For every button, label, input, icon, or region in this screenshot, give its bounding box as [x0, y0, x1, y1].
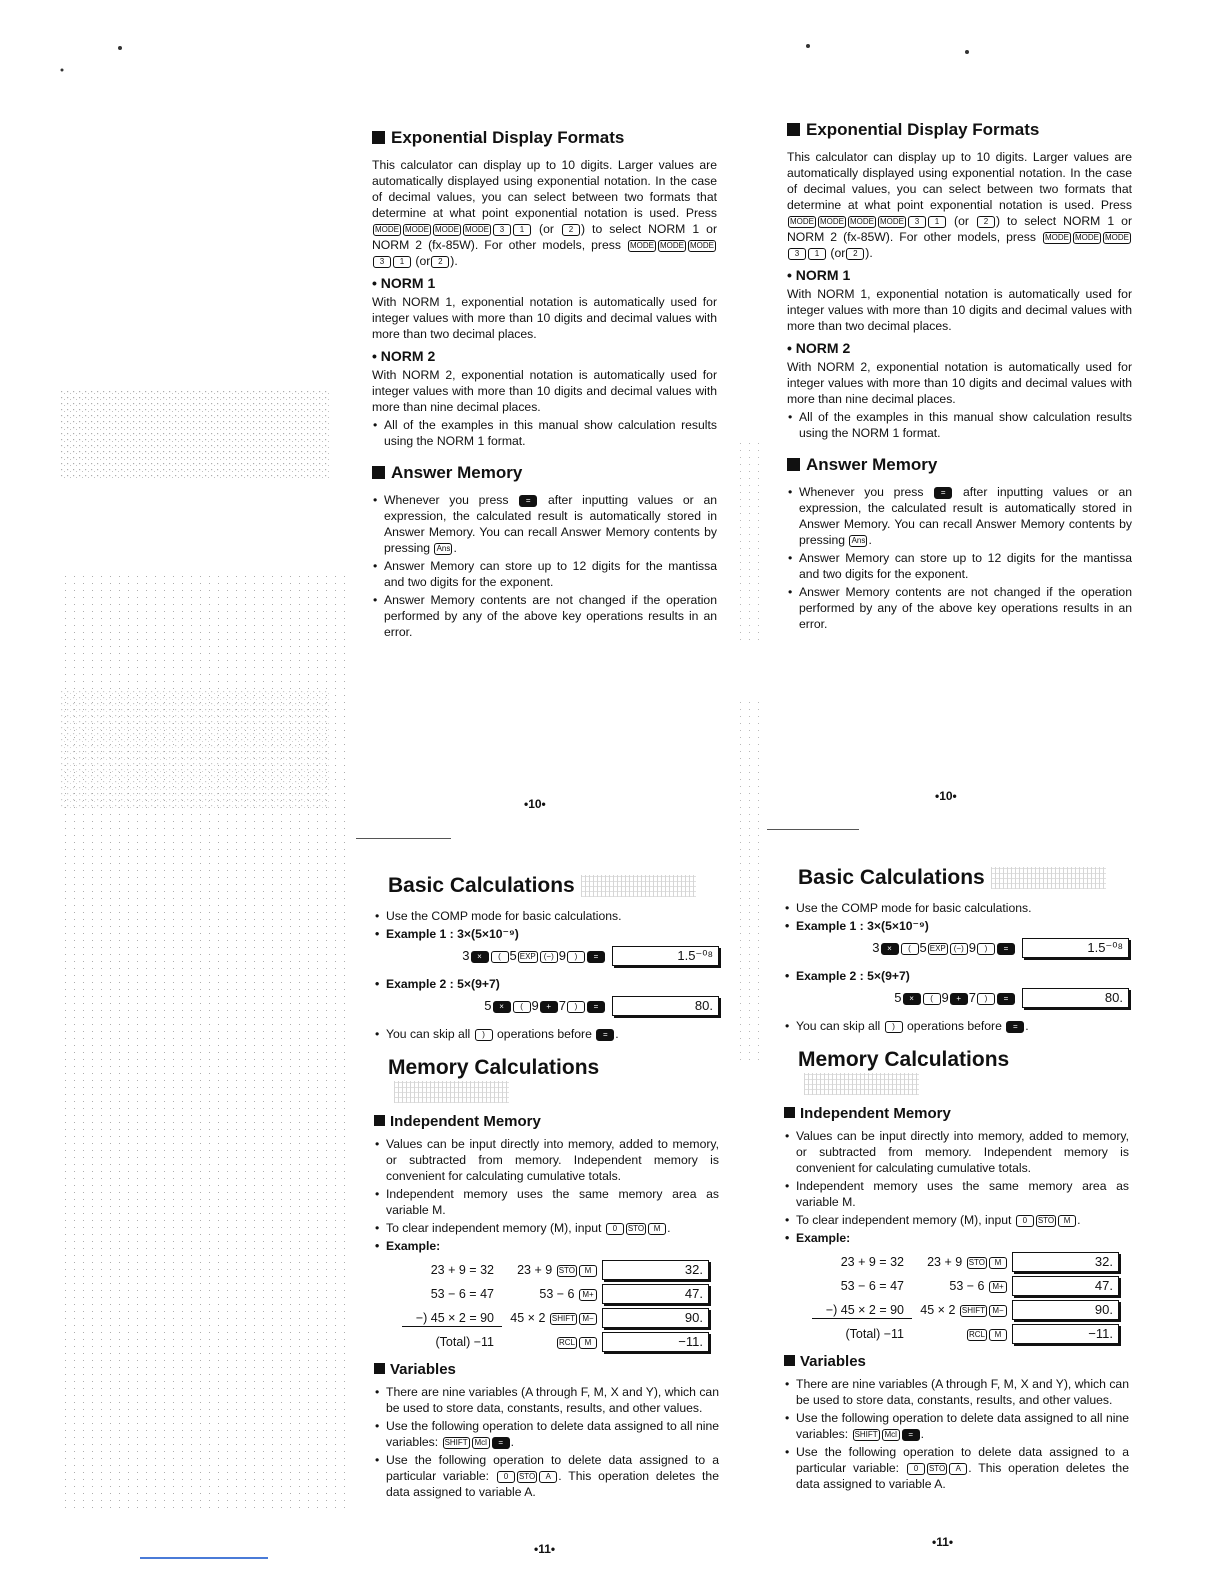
display-result: 90.: [602, 1308, 709, 1328]
exp-intro: This calculator can display up to 10 digits. Larger values are automatically displayed using exponential notation. In the case of decimal values, you can select between two formats that determine at what point exponential notation is used. Press MODE MODE MODE MODE 3 1 (or 2 ) to select NORM 1 or NORM 2 (fx-85W). For other models, press MODE MODE MODE3 1 (or 2 ).: [787, 150, 1133, 260]
independent-memory-title: Independent Memory: [374, 1114, 719, 1130]
calc: 23 + 9 = 32: [430, 1263, 494, 1277]
variables-title: Variables: [784, 1354, 1129, 1370]
variables-title: Variables: [374, 1362, 719, 1378]
display-result: 80.: [612, 996, 719, 1016]
display-result: −11.: [602, 1332, 709, 1352]
list-item: • Use the following operation to delete data assigned to all nine variables: SHIFT Mcl = .: [796, 1410, 1129, 1442]
list-item: • Use the COMP mode for basic calculations.: [386, 908, 719, 924]
example-2-keys: 5 × ( 9 + 7 ) =: [894, 990, 1016, 1006]
skip-note: • You can skip all ) operations before = .: [386, 1026, 719, 1042]
list-item: • Use the following operation to delete data assigned to a particular variable: 0 STO A . This operation deletes the data assigned to variable A.: [386, 1452, 719, 1500]
basic-calculations-title: Basic Calculations: [798, 866, 1129, 890]
answer-memory-list: [372, 492, 717, 640]
skip-note: • You can skip all ) operations before = .: [796, 1018, 1129, 1034]
page-10-right: [787, 120, 1132, 642]
page-number-10-right: •10•: [935, 789, 957, 803]
answer-memory-title: Answer Memory: [787, 455, 1132, 475]
norm1-title: • NORM 1: [787, 267, 851, 283]
norm2-title: • NORM 2: [372, 348, 436, 364]
answer-memory-title: Answer Memory: [372, 463, 717, 483]
keys: 23 + 9 STO M: [912, 1254, 1012, 1270]
display-result: 47.: [1012, 1276, 1119, 1296]
keys: RCL M: [912, 1326, 1012, 1342]
example-2-row: [374, 996, 719, 1016]
list-item: • There are nine variables (A through F, M, X and Y), which can be used to store data, constants, results, and other values.: [386, 1384, 719, 1416]
display-result: 32.: [1012, 1252, 1119, 1272]
norm1-title: • NORM 1: [372, 275, 436, 291]
example-2-label: • Example 2 : 5×(9+7): [796, 968, 1129, 984]
display-result: −11.: [1012, 1324, 1119, 1344]
keys: 45 × 2 SHIFT M−: [912, 1302, 1012, 1318]
exponential-title: Exponential Display Formats: [372, 128, 717, 148]
norm1-text: With NORM 1, exponential notation is automatically used for integer values with more than 10 digits and decimal values with more than two decimal places.: [372, 295, 717, 341]
norm2-title: • NORM 2: [787, 340, 851, 356]
norm-note: • All of the examples in this manual show calculation results using the NORM 1 format.: [384, 417, 717, 449]
page-number-11-left: •11•: [534, 1542, 556, 1556]
page-number-11-right: •11•: [932, 1535, 954, 1549]
calc: −) 45 × 2 = 90: [402, 1310, 502, 1327]
basic-calculations-title: Basic Calculations: [388, 874, 719, 898]
calc: 53 − 6 = 47: [430, 1287, 494, 1301]
norm2-text: With NORM 2, exponential notation is automatically used for integer values with more than 10 digits and decimal values with more than nine decimal places.: [372, 368, 717, 414]
list-item: • Use the following operation to delete data assigned to all nine variables: SHIFT Mcl = .: [386, 1418, 719, 1450]
memory-calculations-title: Memory Calculations: [388, 1056, 719, 1104]
display-result: 47.: [602, 1284, 709, 1304]
keys: 45 × 2 SHIFT M−: [502, 1310, 602, 1326]
calc: 53 − 6 = 47: [840, 1279, 904, 1293]
example-1-row: [374, 946, 719, 966]
display-result: 32.: [602, 1260, 709, 1280]
display-result: 1.5⁻⁰⁸: [612, 946, 719, 966]
norm-note: • All of the examples in this manual show calculation results using the NORM 1 format.: [799, 409, 1132, 441]
keys: 23 + 9 STO M: [502, 1262, 602, 1278]
memory-calculations-title: Memory Calculations: [798, 1048, 1129, 1096]
page-separator: [356, 838, 451, 839]
example-label: • Example:: [796, 1230, 1129, 1246]
keys: RCL M: [502, 1334, 602, 1350]
calc: 23 + 9 = 32: [840, 1255, 904, 1269]
example-1-label: • Example 1 : 3×(5×10⁻⁹): [796, 918, 1129, 934]
list-item: • Answer Memory contents are not changed if the operation performed by any of the above key operations results in an error.: [384, 592, 717, 640]
list-item: • Answer Memory can store up to 12 digits for the mantissa and two digits for the exponent.: [799, 550, 1132, 582]
norm2-text: With NORM 2, exponential notation is automatically used for integer values with more than 10 digits and decimal values with more than nine decimal places.: [787, 360, 1132, 406]
answer-memory-list: [787, 484, 1132, 632]
example-2-label: • Example 2 : 5×(9+7): [386, 976, 719, 992]
example-1-row: [784, 938, 1129, 958]
example-1-keys: 3 × ( 5 EXP (−) 9 ) =: [872, 940, 1016, 956]
calc: (Total) −11: [435, 1335, 494, 1349]
calc: −) 45 × 2 = 90: [812, 1302, 912, 1319]
norm1-text: With NORM 1, exponential notation is automatically used for integer values with more than 10 digits and decimal values with more than two decimal places.: [787, 287, 1132, 333]
display-result: 80.: [1022, 988, 1129, 1008]
keys: 53 − 6 M+: [912, 1278, 1012, 1294]
list-item: • Use the following operation to delete data assigned to a particular variable: 0 STO A . This operation deletes the data assigned to variable A.: [796, 1444, 1129, 1492]
list-item: • Answer Memory contents are not changed if the operation performed by any of the above key operations results in an error.: [799, 584, 1132, 632]
page-10-left: [372, 128, 717, 650]
page-number-10-left: •10•: [524, 797, 546, 811]
list-item: • Values can be input directly into memory, added to memory, or subtracted from memory. Independent memory is convenient for calculating cumulative totals.: [796, 1128, 1129, 1176]
list-item: • There are nine variables (A through F, M, X and Y), which can be used to store data, constants, results, and other values.: [796, 1376, 1129, 1408]
memory-example-table: [402, 1260, 719, 1352]
keys: 53 − 6 M+: [502, 1286, 602, 1302]
list-item: • To clear independent memory (M), input 0 STO M .: [386, 1220, 719, 1236]
example-2-keys: 5 × ( 9 + 7 ) =: [484, 998, 606, 1014]
display-result: 90.: [1012, 1300, 1119, 1320]
page-11-left: [374, 874, 719, 1510]
list-item: • Answer Memory can store up to 12 digits for the mantissa and two digits for the exponent.: [384, 558, 717, 590]
list-item: • Values can be input directly into memory, added to memory, or subtracted from memory. Independent memory is convenient for calculating cumulative totals.: [386, 1136, 719, 1184]
list-item: • Independent memory uses the same memory area as variable M.: [386, 1186, 719, 1218]
list-item: • Whenever you press = after inputting values or an expression, the calculated result is automatically stored in Answer Memory. You can recall Answer Memory contents by pressing Ans .: [384, 492, 717, 556]
list-item: • Use the COMP mode for basic calculations.: [796, 900, 1129, 916]
list-item: • Whenever you press = after inputting values or an expression, the calculated result is automatically stored in Answer Memory. You can recall Answer Memory contents by pressing Ans .: [799, 484, 1132, 548]
example-2-row: [784, 988, 1129, 1008]
example-1-label: • Example 1 : 3×(5×10⁻⁹): [386, 926, 719, 942]
list-item: • To clear independent memory (M), input 0 STO M .: [796, 1212, 1129, 1228]
exponential-title: Exponential Display Formats: [787, 120, 1132, 140]
display-result: 1.5⁻⁰⁸: [1022, 938, 1129, 958]
example-1-keys: 3 × ( 5 EXP (−) 9 ) =: [462, 948, 606, 964]
calc: (Total) −11: [845, 1327, 904, 1341]
exp-intro: This calculator can display up to 10 digits. Larger values are automatically displayed using exponential notation. In the case of decimal values, you can select between two formats that determine at what point exponential notation is used. Press MODE MODE MODE MODE 3 1 (or 2 ) to select NORM 1 or NORM 2 (fx-85W). For other models, press MODE MODE MODE3 1 (or 2 ).: [372, 158, 718, 268]
selection-bar: [140, 1557, 268, 1559]
page-11-right: [784, 866, 1129, 1502]
list-item: • Independent memory uses the same memory area as variable M.: [796, 1178, 1129, 1210]
independent-memory-title: Independent Memory: [784, 1106, 1129, 1122]
memory-example-table: [812, 1252, 1129, 1344]
page-separator: [767, 829, 859, 830]
example-label: • Example:: [386, 1238, 719, 1254]
